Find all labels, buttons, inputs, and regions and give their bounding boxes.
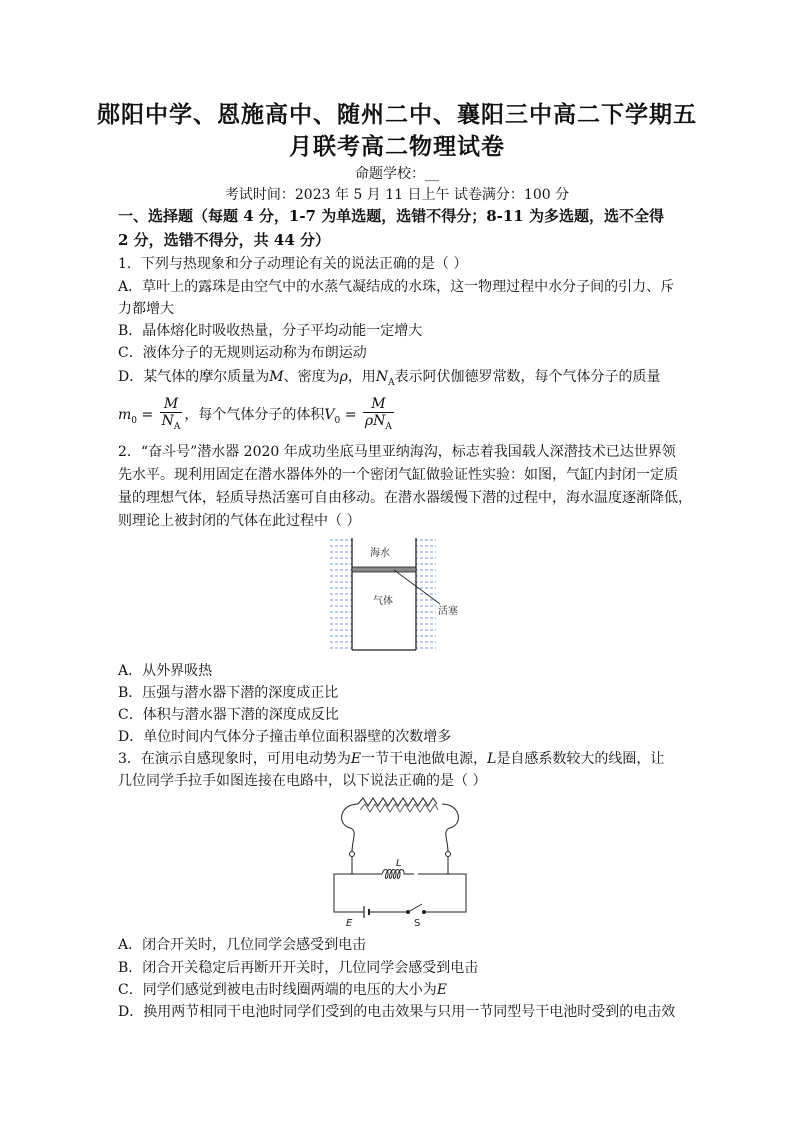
q2-line4: 则理论上被封闭的气体在此过程中（ ） xyxy=(118,513,361,529)
q2-line2: 先水平。现利用固定在潜水器体外的一个密闭气缸做验证性实验：如图，气缸内封闭一定质 xyxy=(118,467,678,483)
q1-option-c: C．液体分子的无规则运动称为布朗运动 xyxy=(118,345,367,361)
circuit-figure xyxy=(330,790,470,930)
label-switch: S xyxy=(414,918,421,929)
section-heading-line2: 2 分，选错不得分，共 44 分） xyxy=(118,231,330,249)
q1-stem: 1．下列与热现象和分子动理论有关的说法正确的是（ ） xyxy=(118,256,468,272)
q2-line3: 量的理想气体，轻质导热活塞可自由移动。在潜水器缓慢下潜的过程中，海水温度逐渐降低， xyxy=(118,490,692,506)
label-battery: E xyxy=(346,918,353,929)
school-line: 命题学校：__ xyxy=(355,166,439,182)
label-seawater: 海水 xyxy=(370,548,390,559)
label-piston: 活塞 xyxy=(438,606,458,617)
q2-option-b: B．压强与潜水器下潜的深度成正比 xyxy=(118,685,339,701)
fraction-v0: $\frac{M}{\rho N_A}$ xyxy=(364,395,392,432)
fraction-m0: $\frac{M}{N_A}$ xyxy=(161,395,181,432)
q3-line1: 3．在演示自感现象时，可用电动势为E一节干电池做电源，L是自感系数较大的线圈，让 xyxy=(118,751,665,767)
section-heading-line1: 一、选择题（每题 4 分，1-7 为单选题，选错不得分；8-11 为多选题，选不全得 xyxy=(118,207,664,225)
cylinder-figure xyxy=(328,534,468,654)
q1-option-d: D．某气体的摩尔质量为M、密度为ρ，用$N_A$表示阿伏伽德罗常数，每个气体分子的质量 xyxy=(118,369,661,388)
label-coil: L xyxy=(396,858,402,869)
label-gas: 气体 xyxy=(373,596,393,607)
q3-option-b: B．闭合开关稳定后再断开开关时，几位同学会感受到电击 xyxy=(118,960,479,976)
q2-option-c: C．体积与潜水器下潜的深度成反比 xyxy=(118,707,339,723)
q2-line1: 2．“奋斗号”潜水器 2020 年成功坐底马里亚纳海沟，标志着我国载人深潜技术已达世界领 xyxy=(118,444,676,460)
q3-option-c: C．同学们感觉到被电击时线圈两端的电压的大小为E xyxy=(118,982,447,998)
q1-formula-line: $m_0$ = $\frac{M}{N_A}$ ，每个气体分子的体积$V_0$ = $\frac{M}{\rho N_A}$ xyxy=(118,394,678,436)
q3-line2: 几位同学手拉手如图连接在电路中，以下说法正确的是（ ） xyxy=(118,773,487,789)
q3-option-a: A．闭合开关时，几位同学会感受到电击 xyxy=(118,937,367,953)
q1-option-a-line1: A．草叶上的露珠是由空气中的水蒸气凝结成的水珠，这一物理过程中水分子间的引力、斥 xyxy=(118,279,675,295)
q1-option-a-line2: 力都增大 xyxy=(118,301,174,317)
q2-option-a: A．从外界吸热 xyxy=(118,663,213,679)
q2-option-d: D．单位时间内气体分子撞击单位面积器壁的次数增多 xyxy=(118,729,452,745)
exam-info: 考试时间：2023 年 5 月 11 日上午 试卷满分：100 分 xyxy=(224,187,570,203)
exam-title-line1: 郧阳中学、恩施高中、随州二中、襄阳三中高二下学期五 xyxy=(97,101,697,128)
q1-option-b: B．晶体熔化时吸收热量，分子平均动能一定增大 xyxy=(118,323,423,339)
exam-title-line2: 月联考高二物理试卷 xyxy=(289,133,505,160)
q3-option-d: D．换用两节相同干电池时同学们受到的电击效果与只用一节同型号干电池时受到的电击效 xyxy=(118,1004,676,1020)
